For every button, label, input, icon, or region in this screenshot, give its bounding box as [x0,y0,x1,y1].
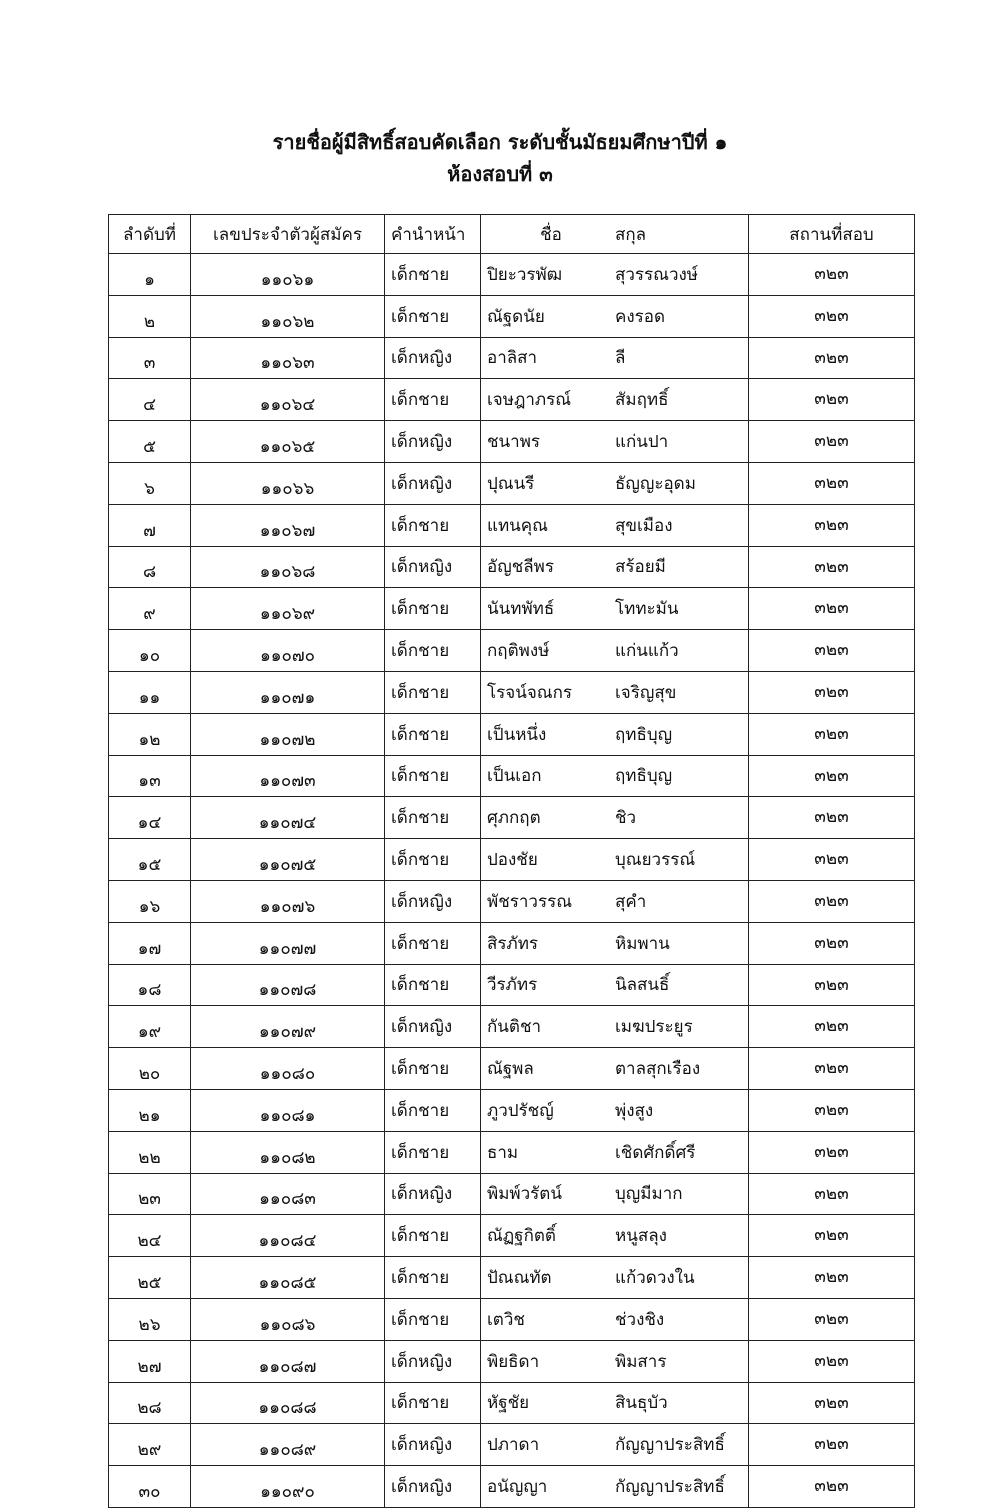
row-prefix: เด็กชาย [385,1131,481,1173]
row-name [481,1048,749,1090]
row-last-name: กัญญาประสิทธิ์ [615,1477,725,1497]
row-first-name: ภูวปรัชญ์ [487,1100,554,1121]
row-prefix: เด็กชาย [385,295,481,337]
row-index: ๒ [109,295,191,337]
row-index: ๒๖ [109,1298,191,1340]
row-exam-site: ๓๒๓ [749,1131,915,1173]
table-header-row [109,215,915,254]
row-applicant-id: ๑๑๐๘๖ [191,1298,385,1340]
row-first-name: โรจน์จณกร [487,682,572,703]
row-last-name: บุญมีมาก [615,1184,683,1205]
row-name [481,1298,749,1340]
row-applicant-id: ๑๑๐๘๗ [191,1340,385,1382]
row-applicant-id: ๑๑๐๘๕ [191,1257,385,1299]
table-row [109,880,915,922]
row-first-name: สิรภัทร [487,933,539,954]
row-last-name: กัญญาประสิทธิ์ [615,1435,725,1456]
row-index: ๑๘ [109,964,191,1006]
row-first-name: พิมพ์วรัตน์ [487,1184,562,1205]
table-row [109,964,915,1006]
row-exam-site: ๓๒๓ [749,839,915,881]
row-exam-site: ๓๒๓ [749,1048,915,1090]
table-row [109,1340,915,1382]
row-last-name: หิมพาน [615,933,670,954]
row-index: ๑๑ [109,671,191,713]
row-first-name: นันทพัทธ์ [487,599,555,620]
row-first-name: อาลิสา [487,348,538,369]
row-prefix: เด็กชาย [385,1089,481,1131]
row-last-name: สุคำ [615,891,647,912]
row-index: ๘ [109,546,191,588]
row-index: ๒๐ [109,1048,191,1090]
row-index: ๑๙ [109,1006,191,1048]
row-index: ๑๒ [109,713,191,755]
row-name [481,421,749,463]
row-first-name: วีรภัทร [487,975,538,996]
row-name [481,504,749,546]
row-prefix: เด็กหญิง [385,1006,481,1048]
row-index: ๑๔ [109,797,191,839]
row-name [481,1215,749,1257]
row-last-name: สินธุบัว [615,1393,668,1414]
row-name [481,1257,749,1299]
row-applicant-id: ๑๑๐๗๖ [191,880,385,922]
row-index: ๗ [109,504,191,546]
row-prefix: เด็กหญิง [385,421,481,463]
row-applicant-id: ๑๑๐๗๒ [191,713,385,755]
row-prefix: เด็กชาย [385,254,481,296]
row-first-name: พิยธิดา [487,1351,540,1372]
table-row [109,1466,915,1508]
row-prefix: เด็กหญิง [385,880,481,922]
row-name [481,922,749,964]
row-prefix: เด็กชาย [385,504,481,546]
row-index: ๒๓ [109,1173,191,1215]
row-name [481,713,749,755]
row-exam-site: ๓๒๓ [749,1257,915,1299]
table-row [109,1131,915,1173]
row-first-name: ศุภกฤต [487,808,541,829]
row-prefix: เด็กชาย [385,1257,481,1299]
table-row [109,1215,915,1257]
table-row [109,421,915,463]
row-applicant-id: ๑๑๐๖๒ [191,295,385,337]
row-prefix: เด็กชาย [385,671,481,713]
table-row [109,839,915,881]
row-name [481,254,749,296]
row-name [481,462,749,504]
table-row [109,462,915,504]
table-row [109,1257,915,1299]
row-name [481,1131,749,1173]
row-prefix: เด็กชาย [385,797,481,839]
header-prefix: คำนำหน้า [385,215,481,254]
row-applicant-id: ๑๑๐๖๗ [191,504,385,546]
row-prefix: เด็กชาย [385,713,481,755]
row-first-name: ณัฐพล [487,1059,534,1080]
table-row [109,671,915,713]
row-name [481,839,749,881]
row-exam-site: ๓๒๓ [749,1424,915,1466]
row-index: ๒๔ [109,1215,191,1257]
row-exam-site: ๓๒๓ [749,379,915,421]
row-index: ๒๒ [109,1131,191,1173]
row-applicant-id: ๑๑๐๘๓ [191,1173,385,1215]
row-last-name: โททะมัน [615,599,679,620]
row-exam-site: ๓๒๓ [749,630,915,672]
row-prefix: เด็กหญิง [385,546,481,588]
table-row [109,337,915,379]
row-applicant-id: ๑๑๐๗๔ [191,797,385,839]
row-index: ๒๕ [109,1257,191,1299]
row-last-name: หนูสลุง [615,1226,667,1247]
candidate-table [108,214,915,1508]
table-row [109,379,915,421]
row-exam-site: ๓๒๓ [749,880,915,922]
table-row [109,1048,915,1090]
row-name [481,588,749,630]
row-exam-site: ๓๒๓ [749,922,915,964]
row-exam-site: ๓๒๓ [749,964,915,1006]
row-exam-site: ๓๒๓ [749,421,915,463]
row-first-name: อนัญญา [487,1477,548,1497]
row-applicant-id: ๑๑๐๗๘ [191,964,385,1006]
row-applicant-id: ๑๑๐๘๑ [191,1089,385,1131]
row-first-name: ณัฐดนัย [487,306,545,327]
row-prefix: เด็กชาย [385,964,481,1006]
row-index: ๒๗ [109,1340,191,1382]
row-name [481,546,749,588]
header-index: ลำดับที่ [109,215,191,254]
row-exam-site: ๓๒๓ [749,337,915,379]
row-exam-site: ๓๒๓ [749,1382,915,1424]
row-index: ๓ [109,337,191,379]
row-first-name: ปิยะวรพัฒ [487,264,563,285]
row-prefix: เด็กชาย [385,1215,481,1257]
header-applicant-id: เลขประจำตัวผู้สมัคร [191,215,385,254]
row-prefix: เด็กหญิง [385,1340,481,1382]
row-index: ๒๘ [109,1382,191,1424]
table-row [109,1382,915,1424]
row-last-name: เจริญสุข [615,682,677,703]
row-first-name: อัญชลีพร [487,557,554,578]
row-last-name: ลี [615,348,626,369]
row-first-name: ปองชัย [487,850,538,871]
row-first-name: พัชราวรรณ [487,891,572,912]
row-last-name: นิลสนธิ์ [615,975,670,996]
header-name [481,215,749,254]
row-first-name: กฤติพงษ์ [487,641,550,662]
row-prefix: เด็กชาย [385,1048,481,1090]
row-exam-site: ๓๒๓ [749,755,915,797]
row-first-name: ณัฏฐกิตติ์ [487,1226,556,1247]
row-exam-site: ๓๒๓ [749,462,915,504]
row-prefix: เด็กหญิง [385,1424,481,1466]
row-exam-site: ๓๒๓ [749,797,915,839]
row-applicant-id: ๑๑๐๖๘ [191,546,385,588]
row-name [481,337,749,379]
row-applicant-id: ๑๑๐๖๕ [191,421,385,463]
row-name [481,1424,749,1466]
row-last-name: เชิดศักดิ์ศรี [615,1142,696,1163]
row-last-name: สุขเมือง [615,515,673,536]
row-first-name: เป็นหนึ่ง [487,724,547,745]
row-index: ๒๙ [109,1424,191,1466]
row-first-name: กันติชา [487,1017,542,1038]
table-row [109,254,915,296]
row-index: ๒๑ [109,1089,191,1131]
row-applicant-id: ๑๑๐๗๕ [191,839,385,881]
row-exam-site: ๓๒๓ [749,504,915,546]
row-name [481,295,749,337]
row-exam-site: ๓๒๓ [749,671,915,713]
row-name [481,1173,749,1215]
row-name [481,379,749,421]
row-exam-site: ๓๒๓ [749,1466,915,1508]
row-exam-site: ๓๒๓ [749,295,915,337]
row-first-name: เป็นเอก [487,766,542,787]
row-last-name: สัมฤทธิ์ [615,390,669,411]
row-exam-site: ๓๒๓ [749,1006,915,1048]
row-prefix: เด็กชาย [385,1298,481,1340]
row-applicant-id: ๑๑๐๗๑ [191,671,385,713]
row-index: ๓๐ [109,1466,191,1508]
header-first-name: ชื่อ [540,224,562,245]
table-row [109,755,915,797]
row-prefix: เด็กหญิง [385,1173,481,1215]
table-row [109,504,915,546]
row-last-name: ฤทธิบุญ [615,724,673,745]
row-name [481,630,749,672]
row-applicant-id: ๑๑๐๘๙ [191,1424,385,1466]
row-last-name: เมฆประยูร [615,1017,693,1038]
row-applicant-id: ๑๑๐๖๑ [191,254,385,296]
row-exam-site: ๓๒๓ [749,1340,915,1382]
row-exam-site: ๓๒๓ [749,546,915,588]
row-first-name: หัฐชัย [487,1393,530,1414]
row-index: ๑๕ [109,839,191,881]
row-exam-site: ๓๒๓ [749,1089,915,1131]
row-index: ๔ [109,379,191,421]
row-index: ๑๗ [109,922,191,964]
row-first-name: ปัณณทัต [487,1268,552,1289]
row-exam-site: ๓๒๓ [749,1298,915,1340]
table-row [109,1424,915,1466]
row-last-name: พุ่งสูง [615,1100,654,1121]
row-applicant-id: ๑๑๐๘๔ [191,1215,385,1257]
row-name [481,755,749,797]
row-last-name: แก่นแก้ว [615,641,679,662]
row-applicant-id: ๑๑๐๖๓ [191,337,385,379]
row-applicant-id: ๑๑๐๗๙ [191,1006,385,1048]
row-prefix: เด็กชาย [385,588,481,630]
table-row [109,295,915,337]
row-applicant-id: ๑๑๐๗๗ [191,922,385,964]
row-applicant-id: ๑๑๐๘๘ [191,1382,385,1424]
row-last-name: ช่วงชิง [615,1309,665,1330]
table-row [109,1298,915,1340]
row-prefix: เด็กชาย [385,839,481,881]
row-index: ๑๐ [109,630,191,672]
table-row [109,588,915,630]
row-last-name: สุวรรณวงษ์ [615,264,699,285]
row-applicant-id: ๑๑๐๗๐ [191,630,385,672]
table-row [109,1006,915,1048]
row-name [481,1382,749,1424]
row-last-name: ตาลสุกเรือง [615,1059,701,1080]
row-prefix: เด็กหญิง [385,462,481,504]
row-last-name: พิมสาร [615,1351,667,1372]
row-first-name: เจษฎาภรณ์ [487,390,572,411]
header-last-name: สกุล [615,224,647,245]
row-prefix: เด็กหญิง [385,337,481,379]
row-index: ๖ [109,462,191,504]
row-applicant-id: ๑๑๐๗๓ [191,755,385,797]
row-prefix: เด็กชาย [385,1382,481,1424]
row-applicant-id: ๑๑๐๖๙ [191,588,385,630]
table-row [109,546,915,588]
row-name [481,1466,749,1508]
row-applicant-id: ๑๑๐๙๐ [191,1466,385,1508]
row-last-name: คงรอด [615,306,666,327]
row-name [481,1340,749,1382]
row-last-name: บุณยวรรณ์ [615,850,696,871]
row-index: ๑๖ [109,880,191,922]
row-exam-site: ๓๒๓ [749,1215,915,1257]
row-exam-site: ๓๒๓ [749,254,915,296]
row-first-name: ปภาดา [487,1435,540,1456]
row-exam-site: ๓๒๓ [749,713,915,755]
row-index: ๕ [109,421,191,463]
row-first-name: เตวิช [487,1309,525,1330]
row-last-name: ชิว [615,808,637,829]
row-first-name: ธาม [487,1142,519,1163]
table-row [109,1089,915,1131]
table-row [109,713,915,755]
table-row [109,922,915,964]
table-body [109,254,915,1508]
header-exam-site: สถานที่สอบ [749,215,915,254]
table-row [109,1173,915,1215]
row-applicant-id: ๑๑๐๘๒ [191,1131,385,1173]
row-index: ๙ [109,588,191,630]
row-last-name: สร้อยมี [615,557,666,578]
row-applicant-id: ๑๑๐๖๔ [191,379,385,421]
row-exam-site: ๓๒๓ [749,588,915,630]
row-exam-site: ๓๒๓ [749,1173,915,1215]
row-index: ๑๓ [109,755,191,797]
row-name [481,671,749,713]
row-prefix: เด็กชาย [385,922,481,964]
row-first-name: ชนาพร [487,432,541,453]
row-applicant-id: ๑๑๐๘๐ [191,1048,385,1090]
row-last-name: แก้วดวงใน [615,1268,695,1289]
row-name [481,1089,749,1131]
row-prefix: เด็กชาย [385,379,481,421]
row-first-name: แทนคุณ [487,515,548,536]
row-last-name: ฤทธิบุญ [615,766,673,787]
row-name [481,1006,749,1048]
row-index: ๑ [109,254,191,296]
table-row [109,630,915,672]
row-name [481,797,749,839]
page-subtitle: ห้องสอบที่ ๓ [447,162,553,186]
row-last-name: แก่นปา [615,432,669,453]
row-name [481,964,749,1006]
row-prefix: เด็กชาย [385,755,481,797]
table-row [109,797,915,839]
row-prefix: เด็กหญิง [385,1466,481,1508]
row-prefix: เด็กชาย [385,630,481,672]
row-first-name: ปุณนรี [487,473,535,494]
row-last-name: ธัญญะอุดม [615,473,696,494]
page-title: รายชื่อผู้มีสิทธิ์สอบคัดเลือก ระดับชั้นมัธยมศึกษาปีที่ ๑ [272,130,728,154]
row-applicant-id: ๑๑๐๖๖ [191,462,385,504]
row-name [481,880,749,922]
